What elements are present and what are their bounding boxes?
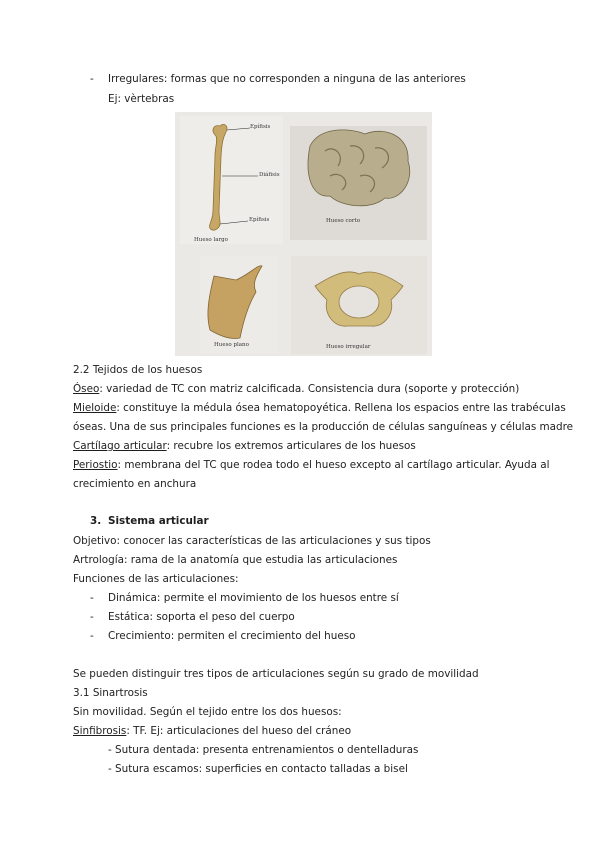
section-title: Sistema articular (108, 515, 209, 527)
artrologia-text: Artrología: rama de la anatomía que estudia las articulaciones (73, 554, 398, 566)
label-epifisis-top: Epífisis (250, 124, 271, 130)
mieloide-term: Mieloide (73, 402, 117, 414)
sinfibrosis-line (73, 725, 351, 738)
sutura-escamosa: - Sutura escamos: superficies en contacto talladas a bisel (108, 763, 408, 775)
cartilago-text: : recubre los extremos articulares de los huesos (166, 440, 416, 452)
periostio-text-2: crecimiento en anchura (73, 478, 197, 490)
example-text: Ej: vèrtebras (108, 93, 175, 105)
short-bone-panel (290, 126, 427, 240)
caption-hueso-largo: Hueso largo (194, 237, 228, 243)
tejidos-heading: 2.2 Tejidos de los huesos (73, 364, 203, 376)
irregular-bone-panel (291, 256, 427, 354)
cartilago-term: Cartílago articular (73, 440, 167, 452)
caption-hueso-irregular: Hueso irregular (326, 344, 371, 350)
long-bone-image (180, 116, 283, 244)
section-number: 3. (90, 515, 102, 527)
oseo-term: Óseo (73, 383, 100, 395)
funcion-dash: - (90, 630, 94, 642)
label-epifisis-bottom: Epífisis (249, 217, 270, 223)
sinfibrosis-text: : TF. Ej: articulaciones del hueso del cráneo (126, 725, 352, 737)
sutura-dentada: - Sutura dentada: presenta entrenamientos o dentelladuras (108, 744, 419, 756)
objetivo-text: Objetivo: conocer las características de las articulaciones y sus tipos (73, 535, 431, 547)
oseo-text: : variedad de TC con matriz calcificada. Consistencia dura (soporte y protección) (99, 383, 520, 395)
irregulares-text: Irregulares: formas que no corresponden a ninguna de las anteriores (108, 73, 466, 85)
funciones-heading: Funciones de las articulaciones: (73, 573, 239, 585)
flat-bone-panel (200, 256, 278, 354)
caption-hueso-corto: Hueso corto (326, 218, 361, 224)
funcion-dash: - (90, 592, 94, 604)
cartilago-line (73, 440, 416, 453)
periostio-text: : membrana del TC que rodea todo el hueso excepto al cartílago articular. Ayuda al (117, 459, 550, 471)
funcion-dinamica: Dinámica: permite el movimiento de los huesos entre sí (108, 592, 399, 604)
periostio-term: Periostio (73, 459, 118, 471)
mieloide-line (73, 402, 566, 415)
sinfibrosis-term: Sinfibrosis (73, 725, 127, 737)
mieloide-text-2: óseas. Una de sus principales funciones es la producción de células sanguíneas y células madre (73, 421, 574, 433)
sinartrosis-desc: Sin movilidad. Según el tejido entre los dos huesos: (73, 706, 342, 718)
flat-bone-image (200, 256, 278, 354)
label-diafisis: Diáfisis (259, 172, 280, 178)
long-bone-panel (180, 116, 283, 244)
tipos-text: Se pueden distinguir tres tipos de articulaciones según su grado de movilidad (73, 668, 479, 680)
periostio-line (73, 459, 550, 472)
bone-types-figure (175, 112, 432, 356)
caption-hueso-plano: Hueso plano (214, 342, 249, 348)
funcion-crecimiento: Crecimiento: permiten el crecimiento del hueso (108, 630, 356, 642)
bullet-dash: - (90, 73, 94, 85)
irregular-bone-image (291, 256, 427, 354)
funcion-dash: - (90, 611, 94, 623)
sinartrosis-heading: 3.1 Sinartrosis (73, 687, 148, 699)
funcion-estatica: Estática: soporta el peso del cuerpo (108, 611, 295, 623)
mieloide-text: : constituye la médula ósea hematopoyética. Rellena los espacios entre las trabéculas (116, 402, 566, 414)
oseo-line (73, 383, 519, 396)
